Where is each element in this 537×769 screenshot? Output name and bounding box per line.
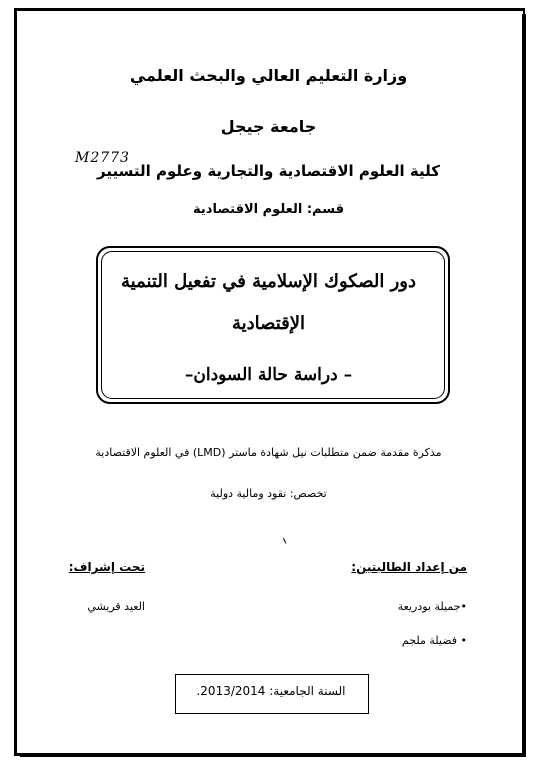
supervisor-name: العيد قريشي — [87, 600, 145, 613]
handwritten-note: M2773 — [75, 150, 130, 166]
specialty: تخصص: نقود ومالية دولية — [210, 487, 327, 500]
university-heading: جامعة جيجل — [220, 117, 317, 136]
student-name: •جميلة بودريعة — [397, 600, 467, 613]
faculty-heading: كلية العلوم الاقتصادية والتجارية وعلوم التسيير — [97, 162, 440, 180]
ministry-heading: وزارة التعليم العالي والبحث العلمي — [129, 66, 408, 85]
thesis-subtitle: – دراسة حالة السودان– — [184, 365, 353, 385]
memo-description: مذكرة مقدمة ضمن متطلبات نيل شهادة ماستر (LMD) في العلوم الاقتصادية — [95, 446, 442, 459]
student-name: • فضيلة ملجم — [401, 634, 467, 647]
students-label: من إعداد الطالبتين: — [351, 560, 467, 574]
supervisor-label: تحت إشراف: — [68, 560, 145, 574]
academic-year: السنة الجامعية: 2013/2014. — [196, 684, 346, 698]
thesis-title-line-2: الإقتصادية — [231, 313, 306, 334]
department-heading: قسم: العلوم الاقتصادية — [193, 202, 344, 217]
page-border-shadow-bottom — [20, 753, 526, 757]
thesis-title-line-1: دور الصكوك الإسلامية في تفعيل التنمية — [120, 271, 417, 292]
